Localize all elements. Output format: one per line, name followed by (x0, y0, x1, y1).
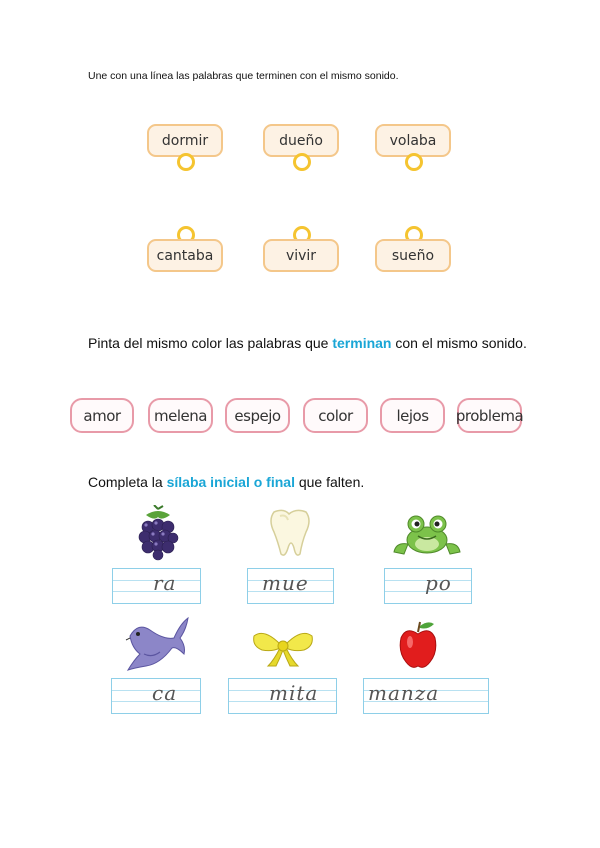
word-box-melena[interactable]: melena (148, 398, 213, 433)
writing-lines[interactable] (247, 568, 334, 604)
word-tag-cantaba[interactable] (147, 239, 223, 272)
word-label: dormir (147, 124, 223, 157)
word-tag-dueno[interactable] (263, 124, 339, 157)
partial-word: manza (368, 681, 440, 705)
word-tag-vivir[interactable] (263, 239, 339, 272)
instruction-complete (88, 474, 364, 490)
writing-lines[interactable] (384, 568, 472, 604)
frog-icon (392, 512, 462, 558)
word-label: cantaba (147, 239, 223, 272)
instruction-connect: Une con una línea las palabras que terminen con el mismo sonido. (88, 70, 399, 82)
partial-word: po (425, 571, 452, 595)
word-tag-sueno[interactable] (375, 239, 451, 272)
tooth-icon (266, 508, 312, 558)
word-label: volaba (375, 124, 451, 157)
instruction-text: que falten. (294, 474, 365, 490)
word-box-color[interactable]: color (303, 398, 368, 433)
writing-lines[interactable] (112, 568, 201, 604)
partial-word: ca (152, 681, 178, 705)
word-tag-dormir[interactable] (147, 124, 223, 157)
instruction-highlight: terminan (332, 335, 392, 351)
hook-ring-icon (405, 153, 423, 171)
hook-ring-icon (177, 153, 195, 171)
instruction-paint (88, 335, 527, 351)
writing-lines[interactable] (363, 678, 489, 714)
word-box-amor[interactable]: amor (70, 398, 134, 433)
word-tag-volaba[interactable] (375, 124, 451, 157)
word-box-espejo[interactable]: espejo (225, 398, 290, 433)
writing-lines[interactable] (111, 678, 201, 714)
word-label: sueño (375, 239, 451, 272)
instruction-text: con el mismo sonido. (391, 335, 527, 351)
apple-icon (398, 620, 438, 670)
instruction-text: Pinta del mismo color las palabras que (88, 335, 333, 351)
word-label: dueño (263, 124, 339, 157)
partial-word: mita (269, 681, 319, 705)
partial-word: ra (153, 571, 177, 595)
partial-word: mue (262, 571, 309, 595)
hook-ring-icon (293, 153, 311, 171)
instruction-highlight: sílaba inicial o final (166, 474, 295, 490)
bow-icon (250, 626, 316, 668)
word-box-problema[interactable]: problema (457, 398, 522, 433)
word-label: vivir (263, 239, 339, 272)
instruction-text: Completa la (88, 474, 167, 490)
writing-lines[interactable] (228, 678, 337, 714)
blackberry-icon (136, 505, 180, 561)
word-box-lejos[interactable]: lejos (380, 398, 445, 433)
seal-icon (124, 614, 190, 672)
